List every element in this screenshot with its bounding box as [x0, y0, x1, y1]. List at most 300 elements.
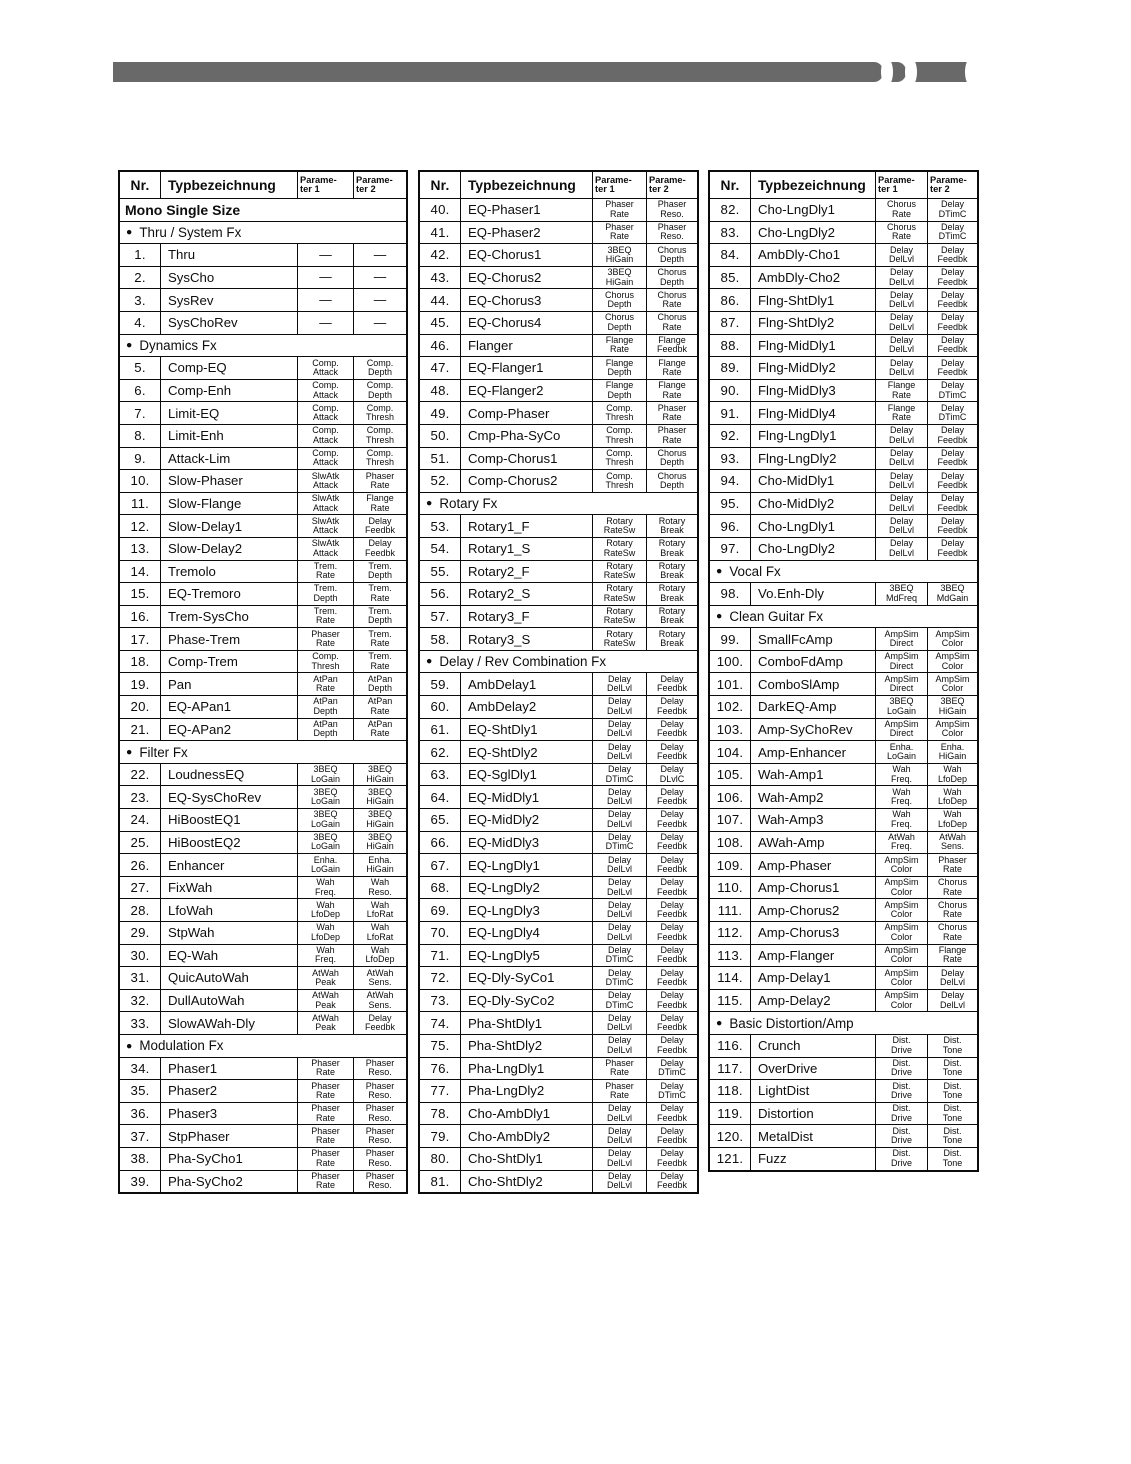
param-value-line: AmpSim [884, 877, 919, 888]
table-row [710, 1057, 977, 1080]
param-value-line: 3BEQ [313, 832, 338, 843]
param-value-line: Phaser [365, 1125, 395, 1136]
p2-cell [927, 719, 977, 741]
row-number: 9. [134, 450, 146, 466]
param-value-line: Peak [315, 976, 336, 987]
param-value-line: Rotary [606, 560, 633, 571]
bullet-icon: ● [716, 565, 723, 578]
param-value-line: Wah [892, 786, 911, 797]
param-value-line: Rate [662, 412, 682, 423]
table-row [420, 989, 697, 1012]
row-number: 102. [716, 699, 744, 715]
param-value-line: Delay [660, 990, 684, 1001]
param-value-line: Delay [889, 447, 913, 458]
p1-cell [592, 425, 646, 447]
p1-cell [297, 267, 353, 289]
param-value-line: Break [660, 615, 684, 626]
param-value-line: Wah [370, 944, 390, 955]
p2-cell [646, 764, 697, 786]
param-value-line: Dist. [943, 1080, 962, 1091]
p1-cell [297, 470, 353, 492]
table-row [420, 334, 697, 357]
param-value-line: Feedbk [656, 751, 688, 762]
p2-cell [927, 357, 977, 379]
section-header-row [710, 605, 977, 628]
param-value-line: Thresh [365, 457, 394, 468]
param-value-line: Rate [662, 389, 682, 400]
param-value-line: Color [890, 954, 913, 965]
param-value-line: Delay [940, 199, 964, 210]
col-header-param1 [297, 172, 353, 198]
effect-type-name: Comp-Phaser [460, 402, 592, 424]
param-value-line: Wah [316, 877, 335, 888]
row-number: 25. [130, 834, 150, 850]
param-value-line: Rotary [658, 583, 686, 594]
row-number: 16. [130, 608, 150, 624]
p2-cell [353, 628, 406, 650]
row-number: 76. [430, 1060, 450, 1076]
table-row [120, 650, 406, 673]
table-row [710, 221, 977, 244]
param-value-line: Trem. [313, 560, 338, 571]
p1-cell [297, 809, 353, 831]
param-value-line: Depth [607, 366, 632, 377]
param-value-line: Delay [660, 809, 684, 820]
param-value-line: Flange [658, 357, 686, 368]
param-value-line: Trem. [368, 651, 392, 662]
row-number: 18. [130, 654, 150, 670]
param-value-line: Depth [607, 389, 632, 400]
param-value-line: AmpSim [884, 899, 919, 910]
p1-cell [297, 1012, 353, 1034]
effect-type-name: Comp-Chorus1 [460, 448, 592, 470]
param-value-line: Delay [607, 854, 631, 865]
param2-header-line2: ter 2 [649, 184, 669, 194]
row-number: 14. [130, 563, 150, 579]
effect-type-name: Cho-ShtDly1 [460, 1148, 592, 1170]
effect-type-name: EQ-MidDly3 [460, 832, 592, 854]
param-value-line: Tone [942, 1044, 963, 1055]
table-row [420, 672, 697, 695]
param-value-line: DTimC [605, 976, 634, 987]
p1-cell [875, 312, 927, 334]
param-value-line: Delay [368, 515, 392, 526]
p1-cell [297, 312, 353, 334]
param-value-line: 3BEQ [940, 696, 965, 707]
p2-cell [353, 651, 406, 673]
param-value-line: Phaser [311, 1170, 340, 1181]
param-value-line: Break [660, 547, 684, 558]
p1-cell [592, 561, 646, 583]
param-value-line: Feedbk [656, 344, 688, 355]
param-value-line: Flange [605, 334, 634, 345]
row-number: 116. [717, 1038, 743, 1054]
p2-cell [646, 786, 697, 808]
p2-cell [927, 741, 977, 763]
param-value-line: Chorus [604, 312, 634, 323]
p1-cell [592, 1080, 646, 1102]
param-value-line: AtWah [366, 990, 394, 1001]
p1-cell [875, 1035, 927, 1057]
p1-cell [592, 538, 646, 560]
param-value-line: DTimC [605, 954, 634, 965]
param-value-line: LoGain [310, 796, 341, 807]
table-row [420, 243, 697, 266]
row-number: 62. [430, 744, 450, 760]
p2-cell [927, 199, 977, 221]
p1-cell [875, 651, 927, 673]
param-value-line: 3BEQ [313, 809, 338, 820]
section-header [710, 1012, 977, 1034]
header-bar-end-segment [912, 62, 970, 82]
param-value-line: Flange [658, 380, 686, 391]
p2-cell [353, 583, 406, 605]
row-number: 48. [430, 383, 450, 399]
param-value-line: Flange [887, 380, 916, 391]
effect-type-name: Comp-EQ [160, 357, 297, 379]
effect-type-name: EQ-Flanger1 [460, 357, 592, 379]
row-number: 35. [130, 1083, 150, 1099]
param-value-line: Rotary [606, 538, 633, 549]
table-row [710, 876, 977, 899]
p2-cell [353, 470, 406, 492]
param-value-line: AmpSim [884, 990, 919, 1001]
param-value-line: Phaser [657, 425, 687, 436]
param-value-line: DelLvl [606, 886, 632, 897]
param-value-line: LfoDep [937, 818, 968, 829]
effect-type-name: EQ-Chorus2 [460, 267, 592, 289]
effect-type-name: Cho-LngDly2 [750, 222, 875, 244]
param-value-line: AmpSim [884, 719, 919, 730]
table-row [120, 582, 406, 605]
param-value-line: Attack [312, 547, 338, 558]
p1-cell [592, 357, 646, 379]
section-header-row [710, 1011, 977, 1034]
table-row [420, 469, 697, 492]
row-number: 12. [130, 518, 150, 534]
param-value-line: Comp. [312, 651, 339, 662]
table-row [120, 1079, 406, 1102]
effect-type-name: Distortion [750, 1103, 875, 1125]
p2-cell [646, 267, 697, 289]
param-value-line: Feedbk [656, 683, 688, 694]
table-row [420, 1102, 697, 1125]
param-value-line: RateSw [603, 547, 636, 558]
p2-cell [927, 493, 977, 515]
section-header-row [420, 492, 697, 515]
param-value-line: Dist. [892, 1057, 911, 1068]
param-value-line: Delay [607, 1148, 631, 1159]
p2-cell [353, 922, 406, 944]
row-number: 37. [130, 1128, 150, 1144]
param-value-line: Depth [313, 728, 338, 739]
param-value-line: DTimC [938, 389, 967, 400]
param-value-line: Reso. [368, 1089, 392, 1100]
effect-type-name: Phase-Trem [160, 628, 297, 650]
p1-cell [875, 289, 927, 311]
table-row [710, 831, 977, 854]
param-value-line: Rate [315, 615, 335, 626]
table-row [120, 718, 406, 741]
param-value-line: Direct [889, 683, 914, 694]
param-value-line: Phaser [657, 402, 687, 413]
row-number: 80. [430, 1151, 450, 1167]
param-value-line: Delay [607, 967, 631, 978]
param-value-line: Comp. [366, 447, 394, 458]
p2-cell [646, 1012, 697, 1034]
p2-cell [646, 922, 697, 944]
row-number: 55. [430, 563, 450, 579]
table-row [710, 785, 977, 808]
param-value-line: Wah [943, 809, 962, 820]
effect-type-name: Rotary3_S [460, 628, 592, 650]
param-value-line: Depth [313, 705, 338, 716]
p1-cell [592, 199, 646, 221]
table-row [710, 311, 977, 334]
col-header-nr: Nr. [130, 177, 150, 193]
param-value-line: MdGain [936, 592, 969, 603]
effect-type-name: Attack-Lim [160, 448, 297, 470]
param-value-line: Wah [892, 809, 911, 820]
p1-cell [875, 899, 927, 921]
section-label: Basic Distortion/Amp [729, 1015, 854, 1031]
row-number: 31. [130, 970, 150, 986]
param-value-line: Attack [312, 525, 338, 536]
row-number: 111. [717, 902, 743, 918]
param-value-line: Rotary [606, 515, 633, 526]
param-value-line: Tone [942, 1067, 963, 1078]
col-header-param2 [353, 172, 406, 198]
p2-cell [353, 1012, 406, 1034]
param-value-line: Attack [312, 479, 338, 490]
param-value-line: Delay [660, 1125, 684, 1136]
param-value-line: Trem. [368, 560, 392, 571]
section-header [120, 335, 406, 357]
row-number: 1. [134, 247, 146, 263]
table-row [710, 763, 977, 786]
p2-cell [646, 561, 697, 583]
effect-type-name: Slow-Delay1 [160, 515, 297, 537]
param-value-line: Feedbk [937, 479, 968, 490]
param-value-line: Delay [660, 1012, 684, 1023]
param-value-line: 3BEQ [889, 696, 914, 707]
p1-cell [592, 222, 646, 244]
param-value-line: Delay [889, 470, 913, 481]
p1-cell [297, 402, 353, 424]
param-value-line: Trem. [368, 628, 392, 639]
param-value-line: Direct [889, 728, 914, 739]
p1-cell [875, 402, 927, 424]
param-value-line: Rate [942, 864, 962, 875]
row-number: 98. [720, 586, 740, 602]
effect-type-name: SmallFcAmp [750, 628, 875, 650]
effect-type-name: AmbDly-Cho1 [750, 244, 875, 266]
param-value-line: AtWah [312, 990, 339, 1001]
p1-cell [297, 1171, 353, 1193]
param-value-line: Thresh [605, 457, 634, 468]
param-value-line: Rate [662, 434, 682, 445]
param-value-line: LfoDep [310, 909, 341, 920]
param-value-line: SlwAtk [311, 470, 340, 481]
param-value-line: Flange [366, 493, 394, 504]
effect-type-name: AmbDly-Cho2 [750, 267, 875, 289]
p2-cell [927, 289, 977, 311]
row-number: 45. [430, 315, 450, 331]
param-value-line: DelLvl [888, 457, 914, 468]
p1-cell [297, 1080, 353, 1102]
param-value-line: AtWah [366, 967, 394, 978]
param-value-line: 3BEQ [367, 786, 392, 797]
effect-type-name: EQ-Chorus4 [460, 312, 592, 334]
param-value-line: Delay [940, 267, 964, 278]
row-number: 44. [430, 292, 450, 308]
p1-cell [875, 448, 927, 470]
param-value-line: Delay [660, 1103, 684, 1114]
param-value-line: Attack [312, 412, 338, 423]
p1-cell [297, 357, 353, 379]
table-row [420, 288, 697, 311]
p2-cell [646, 448, 697, 470]
table-row [710, 537, 977, 560]
p2-cell [353, 877, 406, 899]
param-value-line: LfoDep [365, 954, 395, 965]
table-row [120, 1102, 406, 1125]
p1-cell [875, 357, 927, 379]
row-number: 72. [430, 970, 450, 986]
p1-cell [297, 1148, 353, 1170]
table-row [420, 560, 697, 583]
row-number: 27. [130, 880, 150, 896]
param-value-line: DelLvl [606, 751, 632, 762]
table-row [710, 356, 977, 379]
p1-cell [875, 967, 927, 989]
row-number: 29. [130, 925, 150, 941]
param-value-line: Reso. [660, 231, 684, 242]
p1-cell [592, 832, 646, 854]
param-value-line: Delay [607, 944, 631, 955]
param-value-line: Chorus [657, 289, 687, 300]
bullet-icon: ● [716, 610, 723, 623]
param-value-line: DelLvl [606, 818, 632, 829]
p2-cell [927, 538, 977, 560]
param-value-line: Delay [660, 764, 684, 775]
row-number: 92. [720, 428, 740, 444]
p1-cell [875, 945, 927, 967]
param-value-line: AtPan [313, 673, 338, 684]
p1-cell [875, 719, 927, 741]
p1-cell [592, 673, 646, 695]
param-value-line: Tone [942, 1135, 963, 1146]
table-row [420, 1079, 697, 1102]
row-number: 42. [430, 247, 450, 263]
effect-type-name: OverDrive [750, 1058, 875, 1080]
table-rows [420, 198, 697, 1192]
p1-cell [592, 719, 646, 741]
param-value-line: Delay [889, 515, 913, 526]
table-row [420, 311, 697, 334]
p2-cell [353, 1148, 406, 1170]
p2-cell [646, 854, 697, 876]
param-value-line: Thresh [605, 479, 634, 490]
param-value-line: Delay [940, 967, 964, 978]
effect-type-name: HiBoostEQ2 [160, 832, 297, 854]
param-value-line: 3BEQ [940, 583, 965, 594]
param-value-line: Peak [315, 1022, 336, 1033]
param-value-line: AmpSim [935, 628, 970, 639]
effect-type-name: Cho-MidDly2 [750, 493, 875, 515]
row-number: 49. [430, 405, 450, 421]
table-row [120, 537, 406, 560]
p2-cell [927, 1148, 977, 1170]
effect-type-name: ComboSlAmp [750, 673, 875, 695]
param-value-line: AmpSim [884, 651, 919, 662]
table-rows [120, 198, 406, 1192]
param-value-line: Tone [942, 1112, 963, 1123]
param-value-line: HiGain [366, 773, 394, 784]
param-value-line: Chorus [604, 289, 634, 300]
param-value-line: Feedbk [656, 976, 688, 987]
row-number: 83. [720, 224, 740, 240]
param-value-line: LoGain [310, 841, 341, 852]
effect-type-name: Fuzz [750, 1148, 875, 1170]
param-value-line: Delay [607, 673, 631, 684]
param-value-line: Delay [940, 425, 964, 436]
param-value-line: 3BEQ [313, 786, 338, 797]
row-number: 52. [430, 473, 450, 489]
param-value-line: Trem. [313, 606, 338, 617]
param-value-line: DTimC [658, 1067, 686, 1078]
param-value-line: DelLvl [939, 999, 965, 1010]
effect-type-name: EQ-LngDly5 [460, 945, 592, 967]
effect-type-name: Amp-SyChoRev [750, 719, 875, 741]
param-value-line: Comp. [606, 402, 633, 413]
param-value-line: Feedbk [656, 886, 688, 897]
effect-type-name: StpWah [160, 922, 297, 944]
param-value-line: Enha. [940, 741, 965, 752]
param-value-line: Peak [315, 999, 336, 1010]
param-value-line: Rate [370, 502, 390, 513]
p1-cell [592, 899, 646, 921]
param-value-line: Freq. [890, 818, 912, 829]
effect-type-name: Pha-SyCho2 [160, 1171, 297, 1193]
table-row [420, 198, 697, 221]
param-value-line: Comp. [312, 402, 339, 413]
param-value-line: RateSw [603, 570, 636, 581]
p1-cell [875, 990, 927, 1012]
param-value-line: 3BEQ [367, 764, 392, 775]
p2-cell [646, 606, 697, 628]
table-row [120, 1170, 406, 1193]
p2-cell [646, 1125, 697, 1147]
effect-type-name: Cho-LngDly1 [750, 515, 875, 537]
p1-cell [297, 538, 353, 560]
param-value-line: Chorus [657, 267, 687, 278]
effect-type-name: SysRev [160, 289, 297, 311]
row-number: 93. [720, 450, 740, 466]
param-value-line: LoGain [310, 818, 341, 829]
param-value-line: Rate [370, 638, 390, 649]
param-value-line: Rate [370, 592, 390, 603]
p1-cell [592, 696, 646, 718]
row-number: 79. [430, 1128, 450, 1144]
param-value-line: Rate [370, 728, 390, 739]
param-value-line: Phaser [938, 854, 967, 865]
effect-type-name: EQ-LngDly1 [460, 854, 592, 876]
p2-cell [646, 741, 697, 763]
param-value-line: DelLvl [888, 276, 914, 287]
p1-cell [875, 583, 927, 605]
table-row [420, 627, 697, 650]
